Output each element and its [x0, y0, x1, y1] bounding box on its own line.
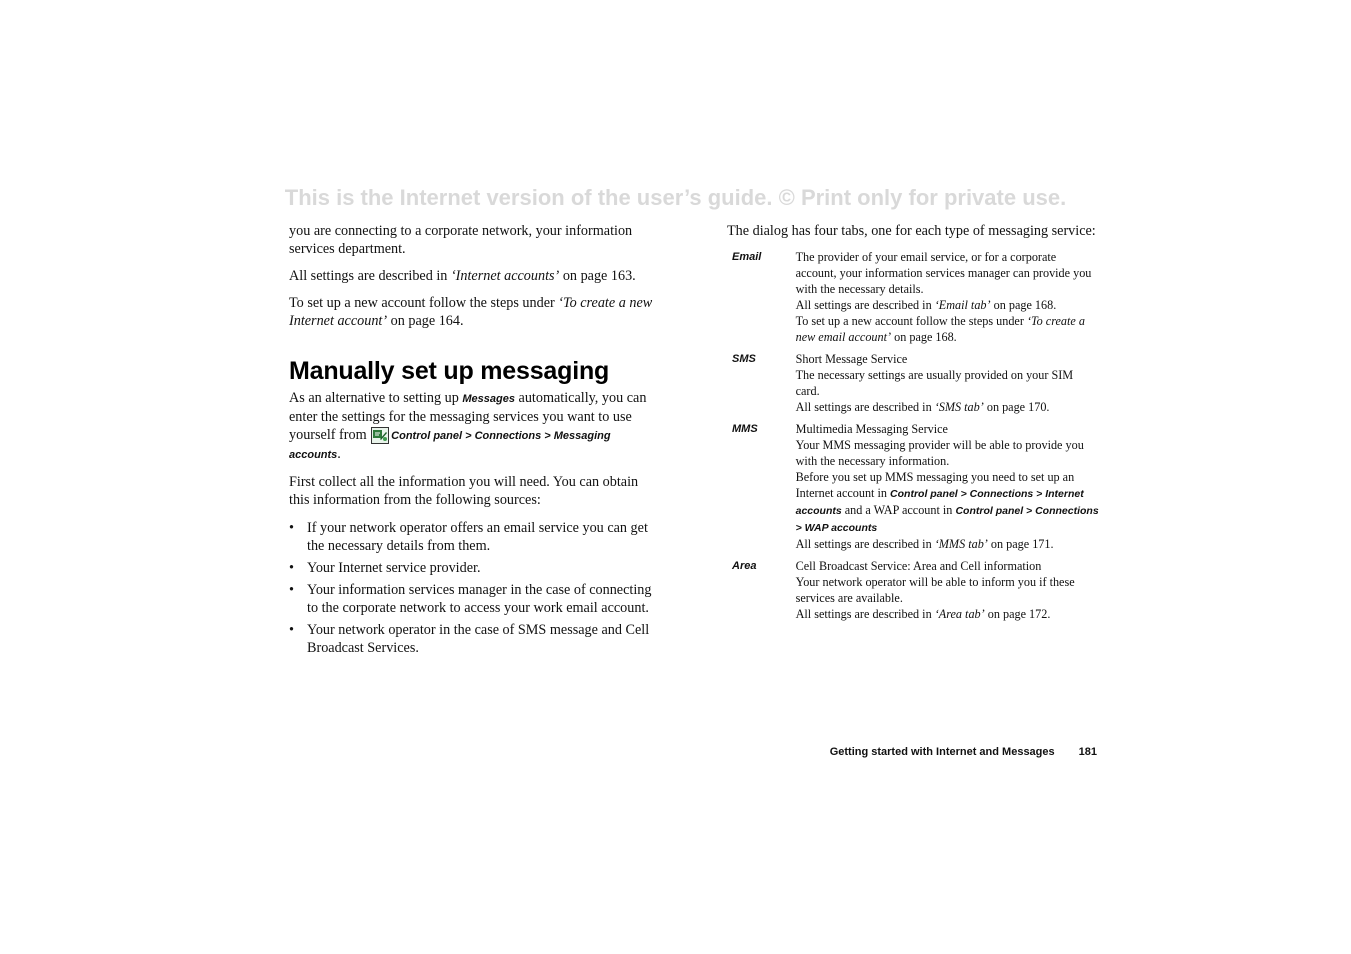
ui-path-messaging-accounts: Control panel > Connections > Messaging accounts	[289, 430, 611, 461]
paragraph-manual-setup: As an alternative to setting up Messages automatically, you can enter the settings for the messaging services you want to use yourself from Control panel > Connections > Messaging accounts.	[289, 390, 647, 462]
control-panel-icon	[371, 427, 389, 444]
list-item: • Your network operator in the case of SMS message and Cell Broadcast Services.	[289, 622, 650, 656]
term-sms: SMS	[732, 353, 756, 365]
cross-reference-internet-accounts[interactable]: ‘Internet accounts’	[450, 268, 560, 284]
ui-path-wap-accounts: Control panel > Connections > WAP accounts	[795, 505, 1099, 534]
cross-reference-area-tab[interactable]: ‘Area tab’	[934, 607, 985, 621]
footer-section-title: Getting started with Internet and Messages	[829, 746, 1055, 758]
cross-reference-email-tab[interactable]: ‘Email tab’	[934, 298, 991, 312]
paragraph-dialog-tabs: The dialog has four tabs, one for each type of messaging service:	[727, 223, 1096, 239]
table-row-email	[727, 249, 1099, 351]
table-row-area	[727, 558, 1099, 628]
desc-area: Cell Broadcast Service: Area and Cell information Your network operator will be able to inform you if these services are available. All settings are described in ‘Area tab’ on page 172.	[795, 559, 1075, 621]
paragraph-new-account-ref: To set up a new account follow the steps under ‘To create a new Internet account’ on page 164.	[289, 295, 653, 329]
term-email: Email	[732, 251, 762, 263]
sources-list	[289, 519, 661, 657]
left-column	[289, 222, 661, 661]
desc-sms: Short Message Service The necessary settings are usually provided on your SIM card. All settings are described in ‘SMS tab’ on page 170.	[795, 352, 1074, 414]
table-row-sms	[727, 351, 1099, 421]
list-item: • If your network operator offers an email service you can get the necessary details from them.	[289, 520, 648, 554]
list-item: • Your Internet service provider.	[289, 560, 481, 576]
desc-email: The provider of your email service, or for a corporate account, your information services manager can provide you with the necessary details. All settings are described in ‘Email tab’ on page 168. To set up a new account follow the steps under ‘To create a new email account’ on page 168.	[795, 250, 1092, 344]
right-column	[727, 222, 1099, 628]
cross-reference-create-email-account[interactable]: ‘To create a new email account’	[795, 314, 1085, 344]
table-row-mms	[727, 421, 1099, 558]
section-heading: Manually set up messaging	[289, 357, 610, 385]
list-item: • Your information services manager in the case of connecting to the corporate network to access your work email account.	[289, 582, 652, 616]
desc-mms: Multimedia Messaging Service Your MMS messaging provider will be able to provide you with the necessary information. Before you set up MMS messaging you need to set up an Internet account in Control panel > Connections > Internet accounts and a WAP account in Control panel > Connections > WAP accounts All settings are described in ‘MMS tab’ on page 171.	[795, 422, 1099, 551]
cross-reference-create-internet-account[interactable]: ‘To create a new Internet account’	[289, 295, 653, 329]
paragraph-collect-info: First collect all the information you will need. You can obtain this information from the following sources:	[289, 474, 639, 508]
page-number: 181	[1078, 746, 1097, 758]
ui-path-internet-accounts: Control panel > Connections > Internet accounts	[795, 488, 1084, 517]
watermark-banner: This is the Internet version of the user’s guide. © Print only for private use.	[284, 185, 1067, 210]
ui-term-messages: Messages	[462, 393, 515, 405]
term-mms: MMS	[732, 423, 758, 435]
cross-reference-sms-tab[interactable]: ‘SMS tab’	[934, 400, 984, 414]
page-footer	[700, 746, 1097, 758]
paragraph-internet-accounts-ref: All settings are described in ‘Internet accounts’ on page 163.	[289, 268, 636, 284]
paragraph-corporate-network: you are connecting to a corporate network, your information services department.	[289, 223, 633, 257]
cross-reference-mms-tab[interactable]: ‘MMS tab’	[934, 537, 988, 551]
term-area: Area	[732, 560, 757, 572]
tabs-definition-table	[727, 249, 1099, 628]
